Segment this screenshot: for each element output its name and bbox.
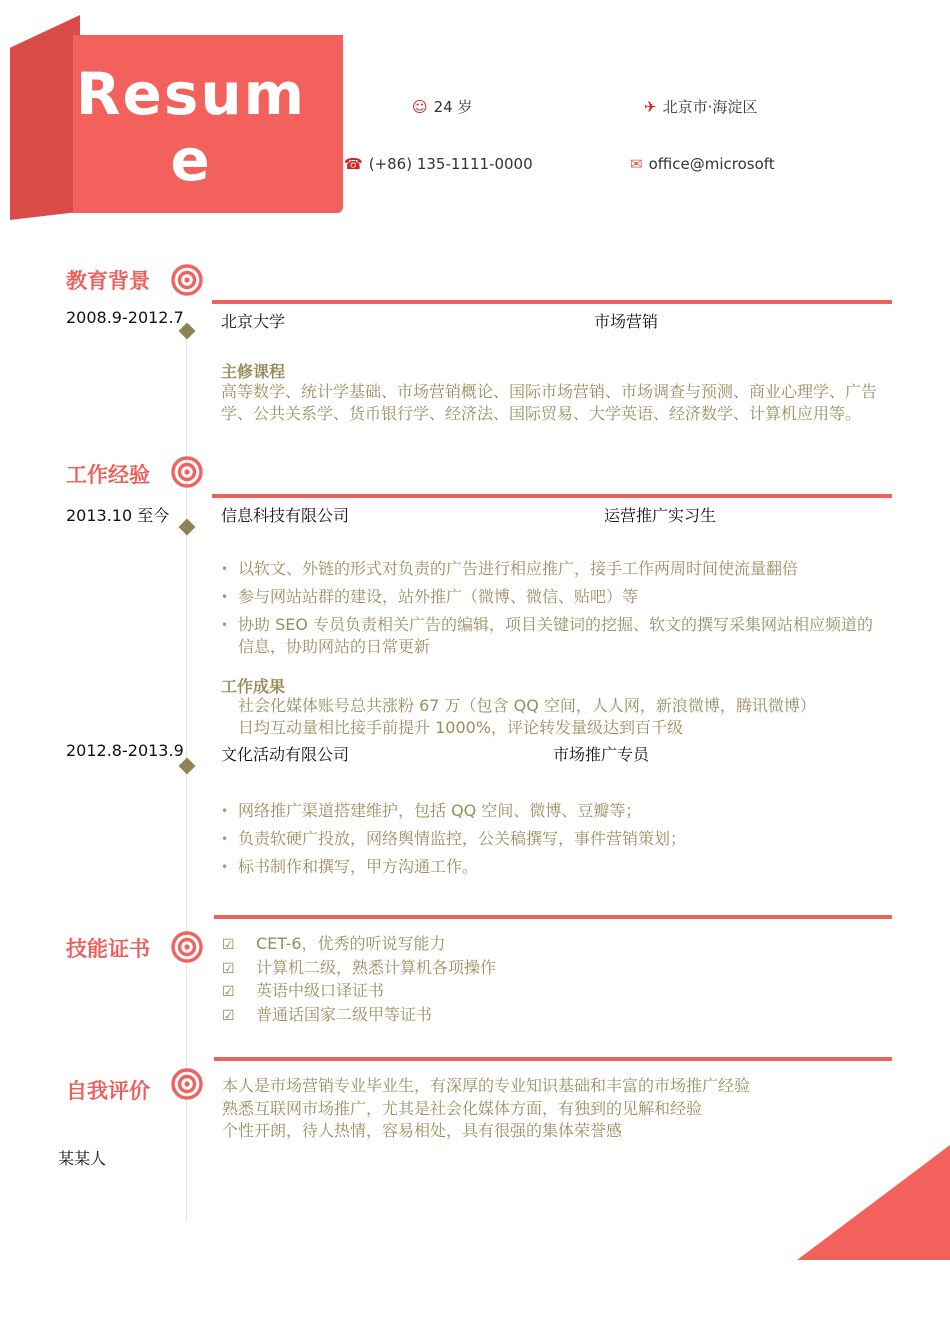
location-info: [644, 96, 757, 117]
courses-text: 高等数学、统计学基础、市场营销概论、国际市场营销、市场调查与预测、商业心理学、广告学、公共关系学、货币银行学、经济法、国际贸易、大学英语、经济数学、计算机应用等。: [221, 382, 878, 423]
company-name: 文化活动有限公司: [221, 745, 350, 764]
location-text: 北京市·海淀区: [662, 98, 758, 116]
skill-item: [222, 980, 496, 1004]
phone-text: (+86) 135-1111-0000: [368, 155, 533, 173]
self-eval-line: 本人是市场营销专业毕业生，有深厚的专业知识基础和丰富的市场推广经验: [222, 1076, 751, 1095]
timeline-marker: [179, 519, 196, 536]
target-icon: [171, 264, 203, 296]
duty-item: • 网络推广渠道搭建维护，包括 QQ 空间、微博、豆瓣等；: [221, 800, 887, 822]
job-date: 2013.10 至今: [66, 506, 170, 525]
email-info: [630, 155, 775, 173]
skills-title: 技能证书: [66, 937, 150, 961]
skills-divider: [214, 915, 892, 919]
envelope-icon: ✉: [630, 155, 643, 173]
timeline-marker: [179, 758, 196, 775]
corner-triangle: [797, 1145, 950, 1260]
target-icon: [171, 456, 203, 488]
self-eval-line: 个性开朗，待人热情，容易相处，具有很强的集体荣誉感: [222, 1121, 623, 1140]
self-eval-divider: [214, 1057, 892, 1061]
checkbox-icon: ☑: [222, 937, 235, 953]
skill-item: [222, 1004, 496, 1028]
signature-name: 某某人: [58, 1149, 107, 1168]
achievement-item: 日均互动量相比接手前提升 1000%，评论转发量级达到百千级: [238, 718, 684, 737]
phone-icon: ☎: [344, 155, 363, 173]
skill-text: CET-6，优秀的听说写能力: [256, 934, 446, 953]
job-position: 市场推广专员: [553, 745, 650, 764]
skill-item: [222, 933, 496, 957]
duty-item: • 协助 SEO 专员负责相关广告的编辑，项目关键词的挖掘、软文的撰写采集网站相应频道的信息，协助网站的日常更新: [221, 614, 887, 658]
courses-label: 主修课程: [221, 362, 286, 381]
duty-item: • 参与网站站群的建设，站外推广（微博、微信、贴吧）等: [221, 586, 887, 608]
school-name: 北京大学: [221, 312, 286, 331]
self-eval-title: 自我评价: [66, 1079, 150, 1103]
banner-fold: [10, 15, 80, 220]
work-title: 工作经验: [66, 463, 150, 487]
email-text: office@microsoft: [648, 155, 775, 173]
phone-info: [344, 155, 533, 173]
self-eval-line: 熟悉互联网市场推广，尤其是社会化媒体方面，有独到的见解和经验: [222, 1099, 703, 1118]
skill-text: 英语中级口译证书: [256, 981, 385, 1000]
age-info: [412, 96, 473, 117]
checkbox-icon: ☑: [222, 960, 235, 977]
duty-item: • 负责软硬广投放，网络舆情监控，公关稿撰写，事件营销策划；: [221, 828, 887, 850]
education-date: 2008.9-2012.7: [66, 308, 184, 327]
skill-text: 普通话国家二级甲等证书: [256, 1004, 433, 1024]
target-icon: [171, 931, 203, 963]
job-position: 运营推广实习生: [604, 506, 717, 525]
skill-text: 计算机二级，熟悉计算机各项操作: [256, 957, 497, 977]
job-duties: [221, 558, 887, 664]
job-date: 2012.8-2013.9: [66, 741, 184, 760]
achievement-item: 社会化媒体账号总共涨粉 67 万（包含 QQ 空间，人人网，新浪微博，腾讯微博）: [238, 696, 816, 715]
work-divider: [212, 494, 892, 498]
airplane-icon: ✈: [644, 98, 657, 116]
duty-item: • 标书制作和撰写，甲方沟通工作。: [221, 856, 887, 878]
skill-item: [222, 957, 496, 981]
major-name: 市场营销: [594, 312, 659, 331]
achievements-label: 工作成果: [221, 677, 286, 696]
resume-banner: [73, 35, 343, 213]
checkbox-icon: ☑: [222, 1007, 235, 1024]
smiley-icon: ☺: [412, 98, 428, 116]
checkbox-icon: ☑: [222, 984, 235, 1000]
job-duties: [221, 800, 887, 884]
duty-item: • 以软文、外链的形式对负责的广告进行相应推广，接手工作两周时间使流量翻倍: [221, 558, 887, 580]
education-title: 教育背景: [66, 269, 150, 293]
resume-title: Resume: [75, 60, 307, 194]
company-name: 信息科技有限公司: [221, 506, 350, 525]
skills-list: [222, 933, 496, 1027]
age-text: 24 岁: [433, 98, 473, 116]
target-icon: [171, 1068, 203, 1100]
education-divider: [212, 300, 892, 304]
